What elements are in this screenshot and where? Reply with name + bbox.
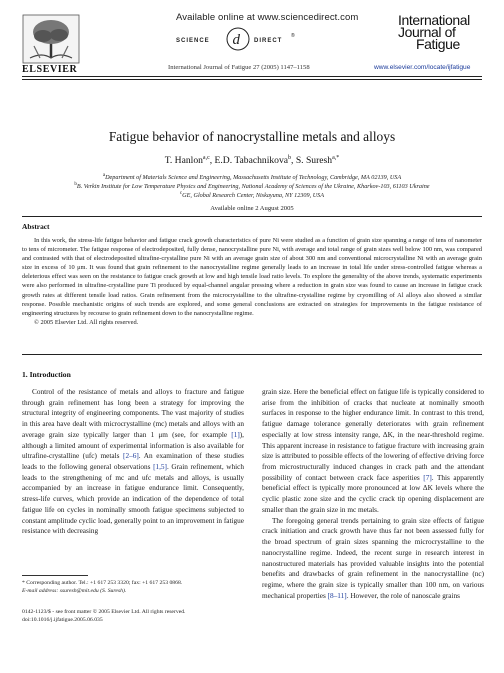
available-online-line: Available online at www.sciencedirect.com: [176, 12, 359, 23]
body-text: . An examination of these studies leads to the following general observations: [22, 452, 245, 472]
journal-url-link[interactable]: www.elsevier.com/locate/ijfatigue: [374, 64, 471, 71]
body-column-right: [262, 387, 484, 601]
elsevier-tree-logo: [22, 14, 80, 64]
citation-link[interactable]: [7]: [423, 473, 432, 482]
footnote-email[interactable]: E-mail address: ssuresh@mit.edu (S. Suresh).: [22, 588, 127, 594]
body-column-left: [22, 387, 244, 537]
article-title: Fatigue behavior of nanocrystalline metals and alloys: [108, 129, 396, 144]
front-matter-issn: 0142-1123/$ - see front matter © 2005 Elsevier Ltd. All rights reserved.: [22, 609, 186, 615]
affiliation: [22, 190, 482, 200]
author-list: T. Hanlon$^{a,c}$, E.D. Tabachnikova$^b$, S. Suresh$^{a,*}$: [164, 155, 340, 167]
citation-link[interactable]: [1]: [231, 430, 240, 439]
masthead-rule-secondary: [22, 79, 482, 80]
svg-text:SCIENCE: SCIENCE: [176, 38, 210, 44]
body-text: . However, the role of nanoscale grains: [346, 591, 460, 600]
affiliation-text: B. Verkin Institute for Low Temperature Physics and Engineering, National Academy of Sciences of the Ukraine, Kharkov-103, 61103 Ukraine: [76, 183, 430, 191]
author-name[interactable]: T. Hanlon: [164, 155, 203, 167]
abstract-top-rule: [22, 216, 482, 217]
footnote-rule: [22, 575, 88, 576]
body-text: . This apparently beneficial effect is typically more pronounced at low ΔK levels where the cyclic plastic zone size and the cyclic crack tip opening displacement are smaller than the grain size in mc metals.: [262, 473, 485, 514]
body-text: ), although a limited amount of experimental information is also available for ultrafine-crystalline (ufc) metals: [22, 430, 244, 461]
available-online-date: Available online 2 August 2005: [210, 205, 294, 212]
svg-text:®: ®: [291, 33, 295, 39]
journal-logo-line-1: International: [398, 12, 470, 28]
abstract-text: In this work, the stress-life fatigue behavior and fatigue crack growth characteristics of pure Ni were studied as a function of grain size spanning a range of tens of nanometer to tens of micrometer. The fatigue response of electrodeposited, fully dense, nanocrystalline pure Ni, with average and total range of grain sizes well below 100 nm, was compared and contrasted with that of electrodeposited ultrafine-crystalline pure Ni with an average grain size of about 300 nm and conventional microcrystalline Ni with an average grain size in excess of 10 μm. It was found that grain refinement to the nanocrystalline regime generally leads to an increase in total life under stress-controlled fatigue whereas a deleterious effect was seen on the resistance to fatigue crack growth at low and high tensile load ratio levels. To explore the generality of the above trends, systematic experiments were also performed in ultrafine-crystalline pure Ti produced by equal-channel angular pressing where a reduction in grain size was found to cause an increase in fatigue crack growth rates at different tensile load ratios. Grain refinement from the microcrystalline to the ultrafine-crystalline regime by cryomilling of Al alloys also showed a similar response. Possible mechanistic origins of such trends are explored, and some general conclusions are extracted on strategies for improvements in the fatigue resistance of engineering structures by recourse to grain refinement down to the nanocrystalline regime.: [22, 237, 482, 317]
author-affil-mark: a,c: [202, 155, 210, 161]
publisher-name: ELSEVIER: [22, 64, 78, 75]
affiliation-mark: b: [74, 182, 77, 187]
svg-text:d: d: [232, 32, 240, 48]
footnote-corresponding-author: * Corresponding author. Tel.: +1 617 253 3320; fax: +1 617 253 0868.: [22, 580, 183, 586]
body-text: grain size. Here the beneficial effect on fatigue life is typically considered to arise from the inhibition of cracks that nucleate at nominally smooth surfaces in response to the higher endurance limit. In contrast to this trend, fatigue damage tolerance generally deteriorates with grain refinement especially at low stress intensity range, ΔK, in the near-threshold regime. This apparent increase in resistance to fatigue fracture with increasing grain size is attributed to possible effects of the lowering of effective driving force from microstructurally induced changes in crack path and the attendant possibility of contact between crack face asperities: [262, 388, 484, 482]
abstract: [22, 236, 482, 327]
body-text: . Grain refinement, which leads to the strengthening of mc and ufc metals and alloys, is usually accompanied by an increase in fatigue endurance limit. Consequently, stress-life curves, which provide an indication of the dependence of total fatigue life on cycles in nominally smooth fatigue specimens subjected to constant amplitude cyclic load, generally point to an improvement in fatigue resistance with decreasing: [22, 463, 244, 536]
author-affil-mark: a,*: [332, 155, 340, 161]
citation-link[interactable]: [8–11]: [327, 591, 347, 600]
author-affil-mark: b: [288, 155, 292, 161]
body-text: The foregoing general trends pertaining to grain size effects of fatigue crack initiation and crack growth have thus far not been assessed fully for the broad spectrum of grain sizes spanning the microcrystalline to the nanocrystalline regime. Indeed, the recent surge in research interest in nanostructured materials has provided valuable insights into the potential benefits and drawbacks of grain refinement in the nanocrystalline (nc) regime, where the grain size is typically smaller than 100 nm, on various mechanical properties: [262, 516, 484, 600]
body-paragraph: [262, 516, 484, 602]
copyright: © 2005 Elsevier Ltd. All rights reserved.: [34, 318, 139, 326]
author-name[interactable]: E.D. Tabachnikova: [214, 155, 289, 167]
author-name[interactable]: S. Suresh: [295, 155, 333, 167]
sciencedirect-logo: [168, 24, 308, 54]
abstract-heading: Abstract: [22, 222, 50, 231]
abstract-bottom-rule: [22, 354, 482, 355]
svg-text:DIRECT: DIRECT: [254, 38, 283, 44]
body-text: Control of the resistance of metals and alloys to fracture and fatigue through grain refinement has long been a strategy for improving the structural integrity of engineering components. The vast majority of studies in this area have dealt with microcrystalline (mc) metals and alloys with an average grain size typically larger than 1 μm (see, for example: [22, 388, 244, 439]
journal-logo: [398, 14, 478, 62]
journal-citation: International Journal of Fatigue 27 (2005) 1147–1158: [168, 64, 310, 71]
affiliation-mark: c: [179, 191, 183, 196]
citation-link[interactable]: [1,5]: [153, 463, 167, 472]
affiliation-mark: a: [102, 173, 106, 178]
affiliation-text: GE, Global Research Center, Niskayuna, NY 12309, USA: [182, 192, 325, 200]
citation-link[interactable]: [2–6]: [123, 452, 139, 461]
masthead-rule: [22, 76, 482, 77]
affiliation-text: Department of Materials Science and Engineering, Massachusetts Institute of Technology, Cambridge, MA 02139, USA: [105, 174, 402, 182]
journal-logo-line-2: Journal of: [398, 24, 456, 40]
journal-logo-line-3: Fatigue: [416, 36, 460, 52]
doi-link[interactable]: doi:10.1016/j.ijfatigue.2005.06.035: [22, 617, 103, 623]
section-heading: 1. Introduction: [22, 370, 71, 379]
body-paragraph: [22, 387, 244, 537]
body-paragraph: [262, 387, 484, 516]
